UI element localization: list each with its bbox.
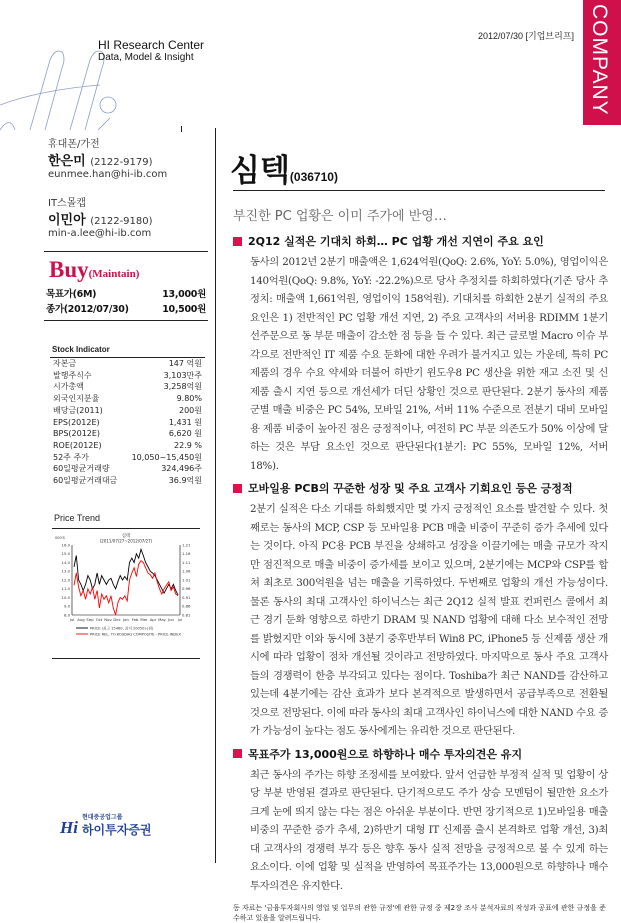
indicator-value: 147 억원 — [168, 359, 202, 368]
y-tick-label: 16.0 — [61, 542, 70, 548]
indicator-value: 10,050~15,450원 — [131, 452, 202, 462]
sections — [233, 233, 608, 923]
analyst-name — [48, 209, 208, 228]
series-line-price — [74, 549, 178, 595]
analyst-role: IT스몰캡 — [48, 198, 87, 209]
y-tick-label: 9.0 — [63, 603, 70, 609]
indicator-value: 3,103만주 — [163, 370, 202, 380]
divider — [44, 320, 208, 321]
x-tick-label: Mar — [140, 617, 148, 622]
rating-opinion-text: Buy — [49, 257, 89, 282]
x-tick-label: Jul — [177, 617, 183, 622]
indicator-row — [53, 428, 202, 440]
broker-name: 하이투자증권 — [81, 823, 152, 837]
indicator-row — [53, 452, 202, 464]
y2-tick-label: 1.06 — [182, 568, 191, 574]
rating-note: (Maintain) — [88, 268, 140, 280]
rating-opinion — [49, 257, 208, 283]
x-tick-label: Apr — [149, 617, 157, 622]
x-tick-label: Sep — [86, 617, 94, 622]
analyst-phone: (2122-9179) — [90, 157, 153, 168]
price-trend-title: Price Trend — [54, 513, 101, 523]
stock-indicator — [50, 345, 205, 487]
disclaimer: 동 자료는 '금융투자회사의 영업 및 업무의 관한 규정'에 관한 규정 중 제2장 조사 분석자료의 작성과 공표에 관한 규정을 준수하고 있음을 알려드립니다. — [233, 904, 606, 922]
org-tagline: Data, Model & Insight — [98, 52, 194, 63]
y-tick-label: 13.0 — [61, 568, 70, 574]
hi-logo-watermark — [0, 20, 140, 130]
legend-label: PRICE REL. TO KOSDAQ COMPOSITE - PRICE INDEX — [90, 632, 181, 637]
bullet-square-icon — [233, 749, 242, 758]
tick-mark — [181, 126, 182, 132]
y-tick-label: 12.0 — [61, 577, 70, 583]
price-trend — [52, 513, 200, 659]
company-title — [230, 145, 338, 190]
analyst-phone: (2122-9180) — [90, 216, 153, 227]
series-line-relative — [74, 561, 178, 615]
analyst-list — [48, 135, 208, 239]
analyst-role: 휴대폰/가전 — [48, 139, 100, 150]
divider — [52, 658, 200, 659]
chart-title: 심텍 — [121, 534, 131, 539]
analyst-email[interactable]: eunmee.han@hi-ib.com — [48, 169, 168, 180]
section — [233, 746, 608, 896]
bullet-square-icon — [233, 484, 242, 493]
org-name: HI Research Center — [98, 38, 205, 52]
analyst-email[interactable]: min-a.lee@hi-ib.com — [48, 228, 152, 239]
indicator-value: 36.9억원 — [168, 476, 202, 486]
y2-tick-label: 1.11 — [182, 559, 191, 565]
indicator-label: 60일평균거래대금 — [53, 476, 118, 486]
company-band-label: COMPANY — [588, 4, 611, 116]
indicator-label: 외국인지분율 — [53, 394, 100, 404]
close-price-value: 10,500원 — [162, 304, 206, 315]
indicator-label: 자본금 — [53, 359, 77, 368]
indicator-row — [53, 405, 202, 417]
target-price-value: 13,000원 — [162, 289, 206, 300]
y-tick-label: 14.0 — [61, 559, 70, 565]
indicator-row — [53, 440, 202, 452]
indicator-label: 60일평균거래량 — [53, 464, 110, 474]
headline: 부진한 PC 업황은 이미 주가에 반영… — [233, 209, 447, 224]
group-name: 현대중공업그룹 — [81, 814, 123, 821]
indicator-value: 324,496주 — [161, 464, 202, 474]
y-unit-label: 000'S — [55, 536, 65, 540]
analyst-name-text: 이민아 — [48, 213, 86, 228]
indicator-row — [53, 463, 202, 475]
section-heading — [233, 746, 608, 762]
section — [233, 233, 608, 475]
y-tick-label: 10.0 — [61, 594, 70, 600]
indicator-value: 1,431 원 — [168, 417, 202, 427]
stock-code: (036710) — [289, 170, 338, 184]
rating-box — [44, 251, 208, 321]
indicator-label: 발행주식수 — [53, 370, 92, 380]
report-date: 2012/07/30 [기업브리프] — [478, 31, 575, 41]
indicator-value: 6,620 원 — [168, 429, 202, 439]
indicator-row — [53, 370, 202, 382]
analyst-card — [48, 135, 208, 180]
indicator-row — [53, 358, 202, 370]
chart-subtitle: (2011/07/27~2012/07/27) — [99, 538, 153, 544]
indicator-label: EPS(2012E) — [53, 417, 100, 427]
section-heading-text: 2Q12 실적은 기대치 하회… PC 업황 개선 지연이 주요 요인 — [248, 235, 544, 248]
x-tick-label: Dec — [113, 617, 121, 622]
legend-label: PRICE (최고 15460, 최저 10050)-(원) — [90, 626, 154, 631]
section-heading — [233, 480, 608, 496]
indicator-value: 22.9 % — [174, 440, 202, 450]
stock-indicator-title: Stock Indicator — [52, 345, 110, 354]
section-heading-text: 모바일용 PCB의 꾸준한 성장 및 주요 고객사 기회요인 등은 긍정적 — [248, 482, 573, 495]
y2-tick-label: 1.21 — [182, 542, 191, 548]
analyst-name — [48, 150, 208, 169]
hi-logo-icon: Hi — [60, 818, 78, 837]
indicator-label: BPS(2012E) — [53, 429, 101, 439]
stock-indicator-rows — [50, 358, 205, 487]
broker-name-block — [82, 812, 152, 838]
x-tick-label: Aug — [77, 617, 85, 622]
close-price-row — [44, 302, 208, 317]
section-body: 2분기 실적은 다소 기대를 하회했지만 몇 가지 긍정적인 요소를 발견할 수 있다. 첫째로는 동사의 MCP, CSP 등 모바일용 PCB 매출 비중이 꾸준히 증가 추세에 있다는 것이다. 아직 PC용 PCB 부진을 상쇄하고 성장을 이끌기에는 매출 규모가 작지만 점진적으로 매출 비중이 증가세를 보이고 있으며, 2분기에는 MCP와 CSP를 합쳐 최초로 300억원을 넘는 매출을 기록하였다. 두번째로 업황의 개선 가능성이다. 물론 동사의 최대 고객사인 하이닉스는 최근 2Q12 실적 발표 컨퍼런스 콜에서 최근 경기 둔화 영향으로 하반기 DRAM 및 NAND 업황에 대해 다소 보수적인 전망를 밝혔지만 이와 동시에 3분기 중후반부터 Win8 PC, iPhone5 등 신제품 생산 개시에 따라 업황이 점차 개선될 것이라고 전망하였다. 마지막으로 동사 주요 고객사들의 경쟁력이 한층 부각되고 있다는 점이다. Toshiba가 최근 NAND를 감산하고 있는데 4분기에는 감산 효과가 보다 본격적으로 발생하면서 공급부족으로 전환될 것으로 전망된다. 이에 따라 동사의 최대 고객사인 하이닉스에 대한 NAND 수요 증가 가능성이 높다는 점도 동사에게는 유리한 것으로 판단된다. — [250, 503, 608, 737]
column-divider — [215, 128, 216, 863]
y2-tick-label: 0.81 — [182, 612, 191, 618]
y2-tick-label: 0.96 — [182, 586, 191, 592]
indicator-row — [53, 393, 202, 405]
y2-tick-label: 1.01 — [182, 577, 191, 583]
indicator-row — [53, 381, 202, 393]
target-price-label: 목표가(6M) — [46, 289, 97, 300]
section-heading — [233, 233, 608, 249]
analyst-card — [48, 194, 208, 239]
close-price-label: 종가(2012/07/30) — [46, 304, 129, 315]
x-tick-label: Jan — [123, 617, 129, 622]
x-tick-label: Jun — [168, 617, 174, 622]
x-tick-label: Jul — [69, 617, 75, 622]
indicator-label: 52주 주가 — [53, 452, 89, 462]
broker-logo — [60, 812, 152, 838]
bullet-square-icon — [233, 237, 242, 246]
company-band — [583, 0, 621, 125]
indicator-label: 시가총액 — [53, 382, 84, 392]
indicator-label: 배당금(2011) — [53, 405, 103, 415]
divider — [233, 190, 605, 191]
y2-tick-label: 0.86 — [182, 603, 191, 609]
divider — [44, 251, 208, 252]
section — [233, 480, 608, 741]
x-tick-label: Nov — [104, 617, 112, 622]
x-tick-label: May — [158, 617, 166, 622]
section-body: 동사의 2012년 2분기 매출액은 1,624억원(QoQ: 2.6%, YoY: 5.0%), 영업이익은 140억원(QoQ: 9.8%, YoY: -22.2%)으로 당사 추정치를 하회하였다(기존 당사 추정치: 매출액 1,661억원, 영업이익 158억원). 기대치를 하회한 2분기 실적의 주요 요인은 1) 전반적인 PC 업황 개선 지연, 2) 주요 고객사의 서버용 RDIMM 1분기 선주문으로 동 부문 매출이 감소한 점 등을 들 수 있다. 최근 글로벌 Macro 이슈 부각으로 전반적인 IT 제품 수요 둔화에 대한 우려가 불거지고 있는 가운데, 특히 PC 제품의 경우 수요 약세와 더불어 하반기 윈도우8 PC 생산을 위한 재고 소진 및 신제품 출시 지연 등으로 개선세가 더딘 상황인 것으로 판단된다. 2분기 동사의 제품군별 매출 비중은 PC 54%, 모바일 21%, 서버 11% 수준으로 전분기 대비 모바일용 제품 비중이 높아진 점은 긍정적이나, 여전히 PC 부문 의존도가 50% 이상에 달하는 것은 부담 요소인 것으로 판단된다(1분기: PC 55%, 모바일 12%, 서버 18%). — [250, 256, 608, 472]
indicator-row — [53, 475, 202, 487]
analyst-name-text: 한은미 — [48, 154, 86, 169]
indicator-label: ROE(2012E) — [53, 440, 102, 450]
indicator-row — [53, 417, 202, 429]
y-tick-label: 15.0 — [61, 551, 70, 557]
section-body: 최근 동사의 주가는 하향 조정세를 보여왔다. 앞서 언급한 부정적 실적 및 업황이 상당 부분 반영된 결과로 판단된다. 단기적으로도 주가 상승 모멘텀이 될만한 요소가 크게 눈에 띄지 않는 다는 점은 아쉬운 부분이다. 반면 장기적으로 1)모바일용 매출 비중의 꾸준한 증가 추세, 2)하반기 대형 IT 신제품 출시 본격화로 업황 개선, 3)최대 고객사의 경쟁력 부각 등은 향후 동사 실적 전망을 긍정적으로 볼 수 있게 하는 요소이다. 이에 업황 및 실적을 반영하여 목표주가는 13,000원으로 하향하나 매수 투자의견은 유지한다. — [250, 768, 608, 892]
price-chart — [52, 531, 200, 651]
x-tick-label: Feb — [131, 617, 139, 622]
target-price-row — [44, 287, 208, 302]
indicator-value: 9.80% — [176, 394, 202, 404]
x-tick-label: Oct — [95, 617, 103, 622]
y-tick-label: 11.0 — [61, 586, 70, 592]
section-heading-text: 목표주가 13,000원으로 하향하나 매수 투자의견은 유지 — [248, 747, 523, 761]
company-name: 심텍 — [230, 153, 290, 189]
indicator-value: 200원 — [179, 405, 202, 415]
divider — [52, 528, 200, 529]
y2-tick-label: 0.91 — [182, 594, 191, 600]
y-tick-label: 8.0 — [63, 612, 70, 618]
indicator-value: 3,258억원 — [163, 382, 202, 392]
y2-tick-label: 1.16 — [182, 551, 191, 557]
